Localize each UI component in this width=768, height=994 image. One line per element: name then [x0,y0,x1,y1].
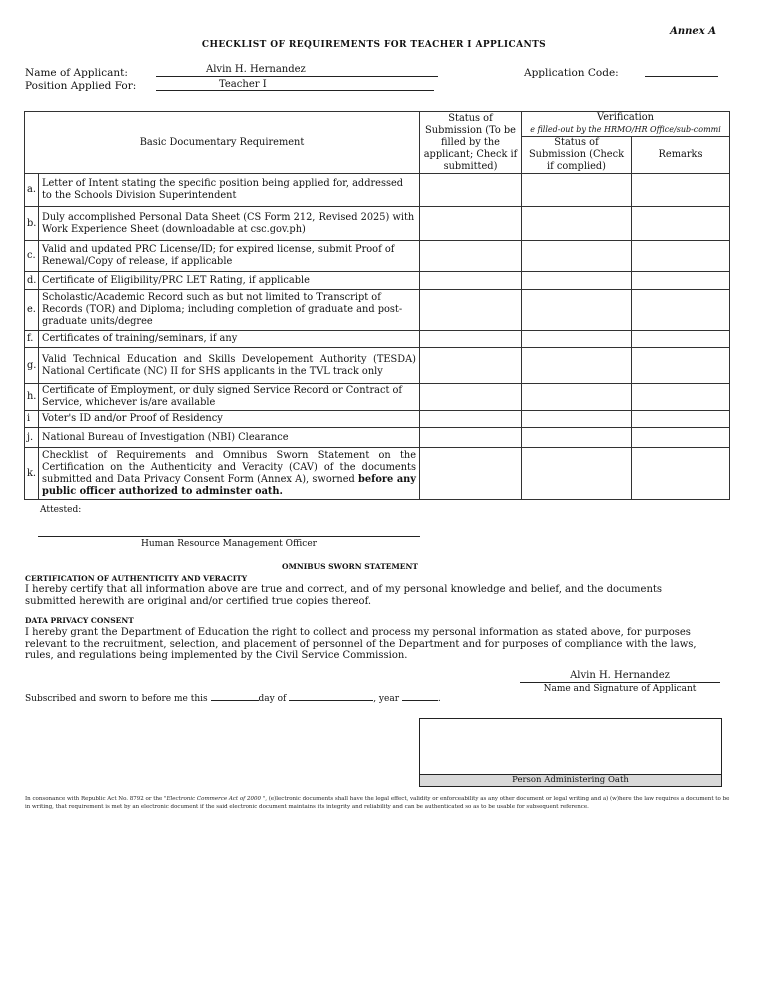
sworn-year-field[interactable] [402,700,438,701]
verif-checkbox[interactable] [522,207,632,241]
applicant-signature-line[interactable] [520,682,720,683]
status-checkbox[interactable] [420,428,522,448]
header-status: Status of Submission (To be filled by the applicant; Check if submitted) [420,112,522,174]
oath-label: Person Administering Oath [420,774,721,786]
verif-checkbox[interactable] [522,448,632,500]
verif-checkbox[interactable] [522,348,632,384]
status-checkbox[interactable] [420,272,522,290]
status-checkbox[interactable] [420,290,522,331]
table-row: e. Scholastic/Academic Record such as but not limited to Transcript of Records (TOR) and Diploma; including completion of graduate and post-graduate units/degree [25,290,730,331]
header-verification: Verification e filled-out by the HRMO/HR Office/sub-commi [522,112,730,137]
table-row: h. Certificate of Employment, or duly signed Service Record or Contract of Service, whichever is/are available [25,384,730,411]
status-checkbox[interactable] [420,411,522,428]
remarks-cell[interactable] [632,331,730,348]
table-row: b. Duly accomplished Personal Data Sheet (CS Form 212, Revised 2025) with Work Experience Sheet (downloadable at csc.gov.ph) [25,207,730,241]
table-row: a. Letter of Intent stating the specific position being applied for, addressed to the Schools Division Superintendent [25,174,730,207]
verif-checkbox[interactable] [522,272,632,290]
remarks-cell[interactable] [632,290,730,331]
verif-checkbox[interactable] [522,428,632,448]
omnibus-title: OMNIBUS SWORN STATEMENT [282,562,418,571]
remarks-cell[interactable] [632,448,730,500]
status-checkbox[interactable] [420,448,522,500]
hrmo-label: Human Resource Management Officer [141,539,317,549]
applicant-signature-name: Alvin H. Hernandez [570,670,670,681]
status-checkbox[interactable] [420,348,522,384]
remarks-cell[interactable] [632,174,730,207]
status-checkbox[interactable] [420,331,522,348]
attested-label: Attested: [40,505,82,515]
status-checkbox[interactable] [420,207,522,241]
sworn-statement: Subscribed and sworn to before me this day of , year . [25,694,441,704]
privacy-text: I hereby grant the Department of Education the right to collect and process my personal information as stated above, for purposes relevant to the recruitment, selection, and placement of personnel of the Department and for purposes of compliance with the laws, rules, and regulations being implemented by the Civil Service Commission. [25,627,697,661]
table-row: d. Certificate of Eligibility/PRC LET Rating, if applicable [25,272,730,290]
table-row: j. National Bureau of Investigation (NBI) Clearance [25,428,730,448]
status-checkbox[interactable] [420,384,522,411]
status-checkbox[interactable] [420,174,522,207]
applicant-signature-label: Name and Signature of Applicant [543,684,697,694]
name-label: Name of Applicant: [25,67,128,79]
remarks-cell[interactable] [632,241,730,272]
header-verif-status: Status of Submission (Check if complied) [522,137,632,174]
verif-checkbox[interactable] [522,174,632,207]
header-requirement: Basic Documentary Requirement [25,112,420,174]
remarks-cell[interactable] [632,411,730,428]
remarks-cell[interactable] [632,272,730,290]
privacy-heading: DATA PRIVACY CONSENT [25,616,134,625]
remarks-cell[interactable] [632,207,730,241]
verif-checkbox[interactable] [522,411,632,428]
table-row: i Voter's ID and/or Proof of Residency [25,411,730,428]
oath-signature-box[interactable] [419,718,722,787]
remarks-cell[interactable] [632,348,730,384]
verif-checkbox[interactable] [522,331,632,348]
code-field[interactable] [645,65,718,77]
code-label: Application Code: [524,67,619,79]
table-row: c. Valid and updated PRC License/ID; for expired license, submit Proof of Renewal/Copy of release, if applicable [25,241,730,272]
sworn-month-field[interactable] [289,700,373,701]
annex-label: Annex A [670,26,716,37]
verif-checkbox[interactable] [522,384,632,411]
status-checkbox[interactable] [420,241,522,272]
cav-text: I hereby certify that all information above are true and correct, and of my personal knowledge and belief, and the documents submitted herewith are original and/or certified true copies thereof. [25,584,663,607]
cav-heading: CERTIFICATION OF AUTHENTICITY AND VERACITY [25,574,248,583]
sworn-day-field[interactable] [211,700,259,701]
verif-checkbox[interactable] [522,290,632,331]
name-value: Alvin H. Hernandez [206,64,306,75]
header-remarks: Remarks [632,137,730,174]
table-row: g. Valid Technical Education and Skills Developement Authority (TESDA) National Certificate (NC) II for SHS applicants in the TVL track only [25,348,730,384]
table-row: f. Certificates of training/seminars, if any [25,331,730,348]
page-title: CHECKLIST OF REQUIREMENTS FOR TEACHER I APPLICANTS [201,40,547,50]
remarks-cell[interactable] [632,384,730,411]
footnote: In consonance with Republic Act No. 8792 or the "Electronic Commerce Act of 2000 ", (e)lectronic documents shall have the legal effect, validity or enforceability as any other document or legal writing and a) (w)here the law requires a document to be in writing, that requirement is met by an electronic document if the said electronic document maintains its integrity and reliability and can be authenticated so as to be usable for subsequent reference. [25,796,730,810]
position-value: Teacher I [219,79,267,90]
name-field[interactable] [156,64,438,77]
hrmo-signature-line[interactable] [38,536,420,537]
requirements-table [24,111,730,500]
table-row: k. Checklist of Requirements and Omnibus Sworn Statement on the Certification on the Authenticity and Veracity (CAV) of the documents submitted and Data Privacy Consent Form (Annex A), sworned before any public officer authorized to adminster oath. [25,448,730,500]
verif-checkbox[interactable] [522,241,632,272]
position-field[interactable] [156,78,434,91]
position-label: Position Applied For: [25,80,137,92]
remarks-cell[interactable] [632,428,730,448]
